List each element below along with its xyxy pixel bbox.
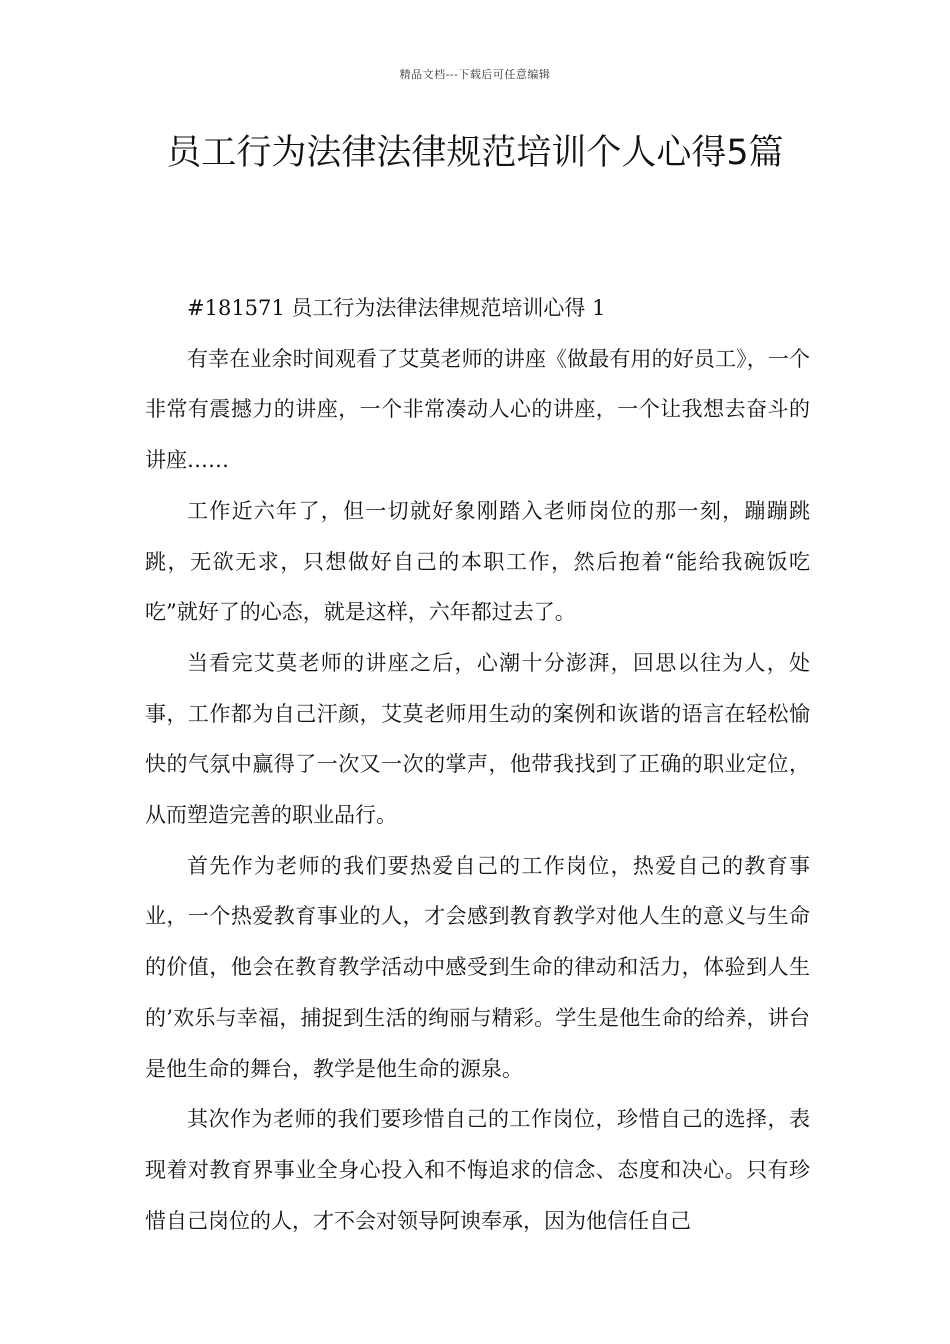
document-body [145,283,810,1246]
paragraph: 有幸在业余时间观看了艾莫老师的讲座《做最有用的好员工》，一个非常有震撼力的讲座，一个非常凑动人心的讲座，一个让我想去奋斗的讲座…… [145,346,810,473]
section-heading: #181571 员工行为法律法律规范培训心得 1 [187,296,606,320]
paragraph: 工作近六年了，但一切就好象刚踏入老师岗位的那一刻，蹦蹦跳跳，无欲无求，只想做好自己的本职工作，然后抱着“能给我碗饭吃吃”就好了的心态，就是这样，六年都过去了。 [145,498,810,625]
paragraph: 首先作为老师的我们要热爱自己的工作岗位，热爱自己的教育事业，一个热爱教育事业的人，才会感到教育教学对他人生的意义与生命的价值，他会在教育教学活动中感受到生命的律动和活力，体验到人生的’欢乐与幸福，捕捉到生活的绚丽与精彩。学生是他生命的给养，讲台是他生命的舞台，教学是他生命的源泉。 [145,853,810,1081]
paragraph: 其次作为老师的我们要珍惜自己的工作岗位，珍惜自己的选择，表现着对教育界事业全身心投入和不悔追求的信念、态度和决心。只有珍惜自己岗位的人，才不会对领导阿谀奉承，因为他信任自己 [145,1107,810,1233]
paragraph: 当看完艾莫老师的讲座之后，心潮十分澎湃，回思以往为人，处事，工作都为自己汗颜，艾莫老师用生动的案例和诙谐的语言在轻松愉快的气氛中赢得了一次又一次的掌声，他带我找到了正确的职业定位，从而塑造完善的职业品行。 [145,650,810,828]
header-note: 精品文档---下载后可任意编辑 [399,68,551,81]
document-title: 员工行为法律法律规范培训个人心得5篇 [166,133,784,173]
